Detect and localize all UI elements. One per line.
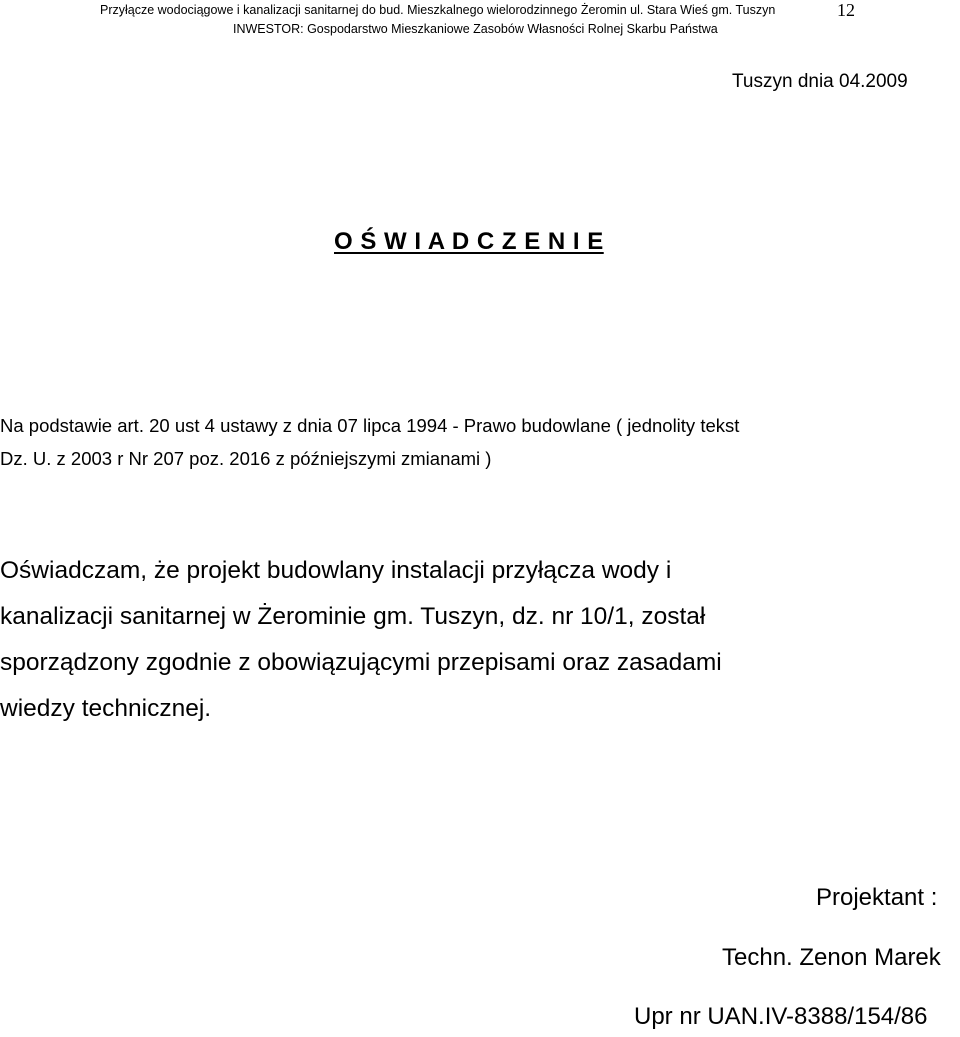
header-project-line: Przyłącze wodociągowe i kanalizacji sanitarnej do bud. Mieszkalnego wielorodzinnego Żeromin ul. Stara Wieś gm. Tuszyn [100,3,776,17]
document-title: O Ś W I A D C Z E N I E [334,228,604,255]
statement-line: wiedzy technicznej. [0,695,212,722]
document-date: Tuszyn dnia 04.2009 [732,71,908,92]
statement-line: Oświadczam, że projekt budowlany instalacji przyłącza wody i [0,557,672,584]
designer-name: Techn. Zenon Marek [722,944,941,971]
statement-paragraph [0,548,722,732]
header-investor-line: INWESTOR: Gospodarstwo Mieszkaniowe Zasobów Własności Rolnej Skarbu Państwa [233,22,718,36]
legal-basis-line: Na podstawie art. 20 ust 4 ustawy z dnia 07 lipca 1994 - Prawo budowlane ( jednolity tekst [0,415,740,436]
page-number: 12 [837,0,855,20]
designer-label: Projektant : [816,884,938,911]
statement-line: sporządzony zgodnie z obowiązującymi przepisami oraz zasadami [0,649,722,676]
legal-basis-line: Dz. U. z 2003 r Nr 207 poz. 2016 z późniejszymi zmianami ) [0,448,492,469]
designer-registration: Upr nr UAN.IV-8388/154/86 [634,1003,928,1030]
statement-line: kanalizacji sanitarnej w Żerominie gm. Tuszyn, dz. nr 10/1, został [0,603,706,630]
legal-basis-paragraph [0,409,739,475]
